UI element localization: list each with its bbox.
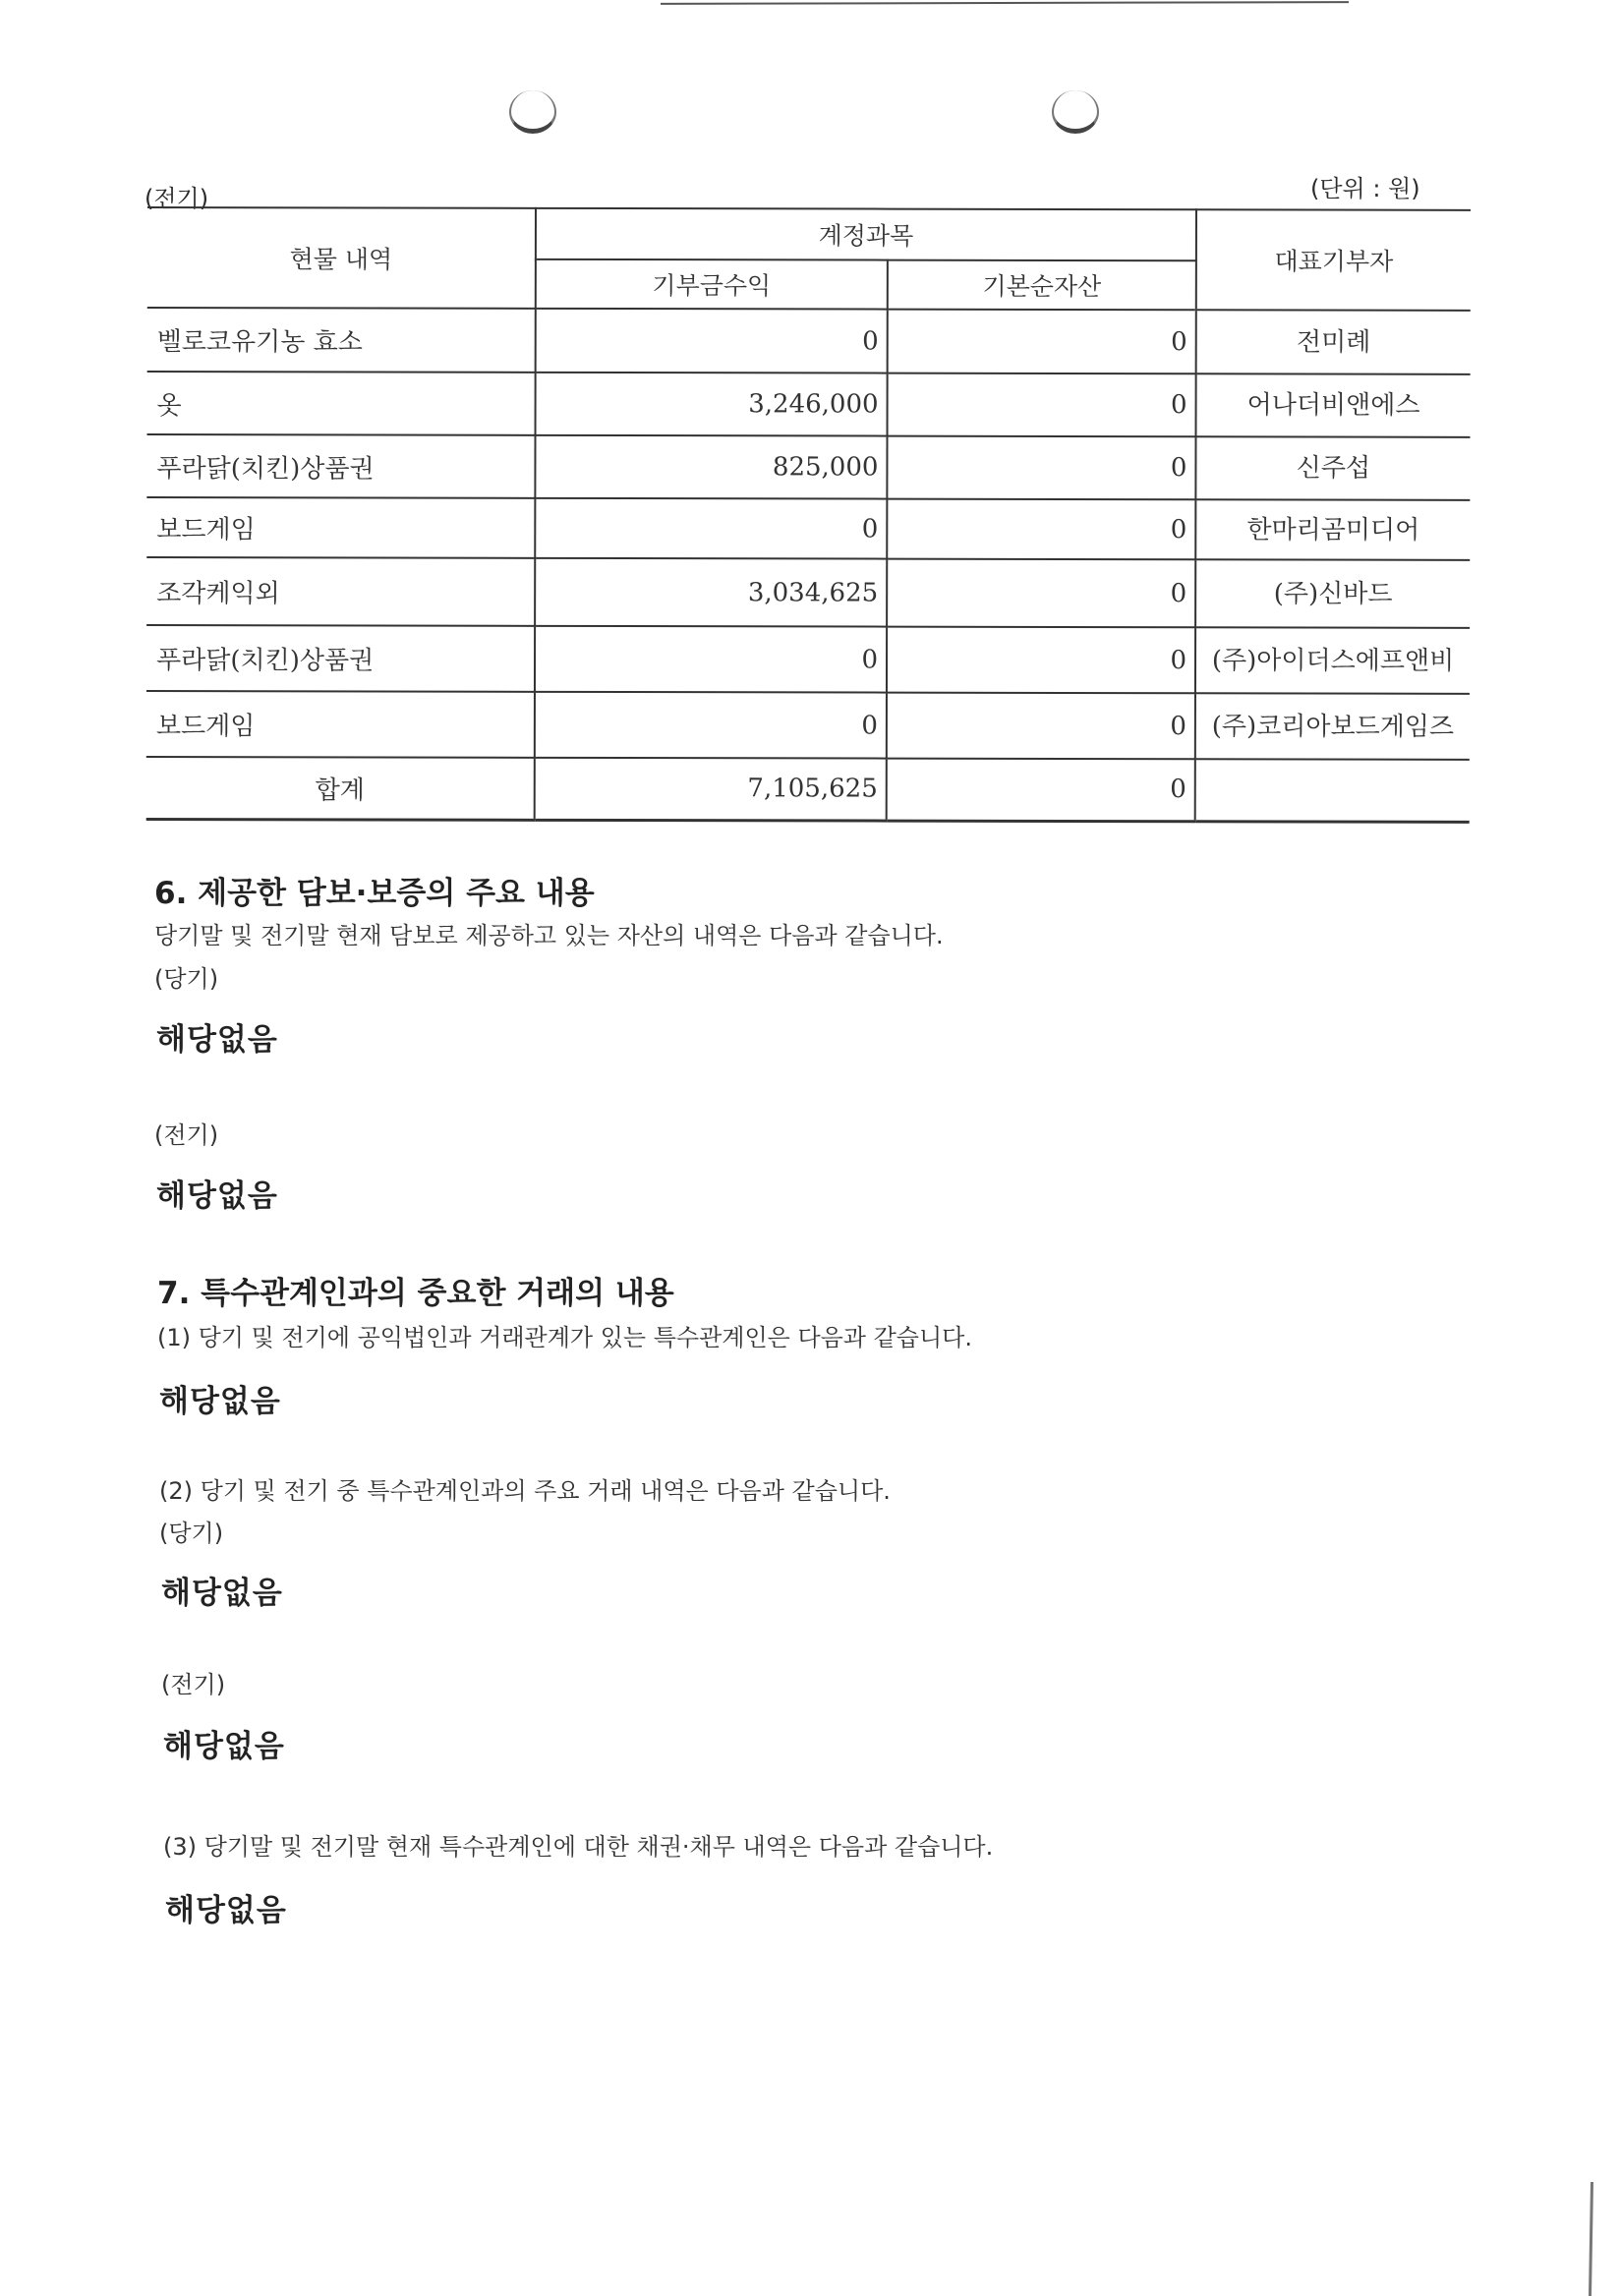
row-item: 보드게임 — [146, 497, 535, 558]
row-net-assets: 0 — [887, 627, 1195, 694]
row-revenue: 3,034,625 — [535, 558, 887, 627]
table-row — [146, 625, 1470, 694]
table-period-label: (전기) — [145, 185, 209, 212]
in-kind-donation-table — [146, 206, 1471, 823]
row-net-assets: 0 — [887, 436, 1195, 500]
row-net-assets: 0 — [888, 373, 1196, 437]
row-revenue: 0 — [535, 498, 887, 559]
section-7-item-2-current-label: (당기) — [159, 1520, 224, 1547]
section-7-title: 7. 특수관계인과의 중요한 거래의 내용 — [157, 1276, 674, 1311]
row-revenue: 825,000 — [535, 435, 887, 499]
total-label: 합계 — [146, 757, 535, 820]
section-7-item-1-value: 해당없음 — [159, 1384, 281, 1419]
row-donor: 전미례 — [1196, 310, 1471, 374]
row-donor: 어나더비앤에스 — [1196, 373, 1471, 437]
table-row — [146, 557, 1470, 628]
section-6-current-value: 해당없음 — [156, 1022, 278, 1058]
punch-hole-right — [1052, 90, 1099, 134]
section-7-item-2: (2) 당기 및 전기 중 특수관계인과의 주요 거래 내역은 다음과 같습니다. — [159, 1477, 891, 1505]
row-donor: (주)아이더스에프앤비 — [1195, 627, 1470, 694]
section-7-item-2-prior-value: 해당없음 — [163, 1729, 285, 1764]
row-item: 벨로코유기농 효소 — [147, 308, 536, 373]
header-revenue: 기부금수익 — [536, 259, 888, 310]
row-revenue: 0 — [535, 692, 887, 759]
total-revenue: 7,105,625 — [535, 758, 887, 821]
table-row — [146, 497, 1470, 560]
header-item: 현물 내역 — [147, 207, 536, 309]
row-donor: 신주섭 — [1195, 436, 1470, 500]
section-6-prior-label: (전기) — [154, 1121, 219, 1149]
table-total-row — [146, 757, 1470, 822]
table-row — [147, 308, 1471, 374]
scan-edge-top — [661, 1, 1349, 5]
table-row — [147, 372, 1471, 437]
row-revenue: 0 — [536, 309, 888, 373]
row-item: 푸라닭(치킨)상품권 — [146, 625, 535, 692]
section-6-description: 당기말 및 전기말 현재 담보로 제공하고 있는 자산의 내역은 다음과 같습니다. — [154, 922, 944, 949]
section-7-item-2-current-value: 해당없음 — [161, 1576, 283, 1611]
row-item: 조각케익외 — [146, 557, 535, 626]
section-7-item-3-value: 해당없음 — [165, 1893, 287, 1928]
table-unit-label: (단위 : 원) — [1310, 175, 1420, 202]
section-7-item-1: (1) 당기 및 전기에 공익법인과 거래관계가 있는 특수관계인은 다음과 같습니다. — [157, 1324, 972, 1351]
row-donor: 한마리곰미디어 — [1195, 499, 1470, 560]
section-7-item-3: (3) 당기말 및 전기말 현재 특수관계인에 대한 채권·채무 내역은 다음과 같습니다. — [163, 1833, 994, 1861]
row-donor: (주)코리아보드게임즈 — [1195, 693, 1470, 760]
section-6-title: 6. 제공한 담보·보증의 주요 내용 — [154, 876, 595, 911]
row-item: 옷 — [147, 372, 536, 435]
section-6-prior-value: 해당없음 — [156, 1178, 278, 1214]
total-net-assets: 0 — [887, 759, 1195, 822]
punch-hole-left — [509, 90, 556, 134]
table-row — [146, 434, 1470, 500]
row-revenue: 3,246,000 — [536, 373, 888, 436]
total-donor — [1195, 759, 1470, 822]
row-revenue: 0 — [535, 626, 887, 693]
row-item: 보드게임 — [146, 691, 535, 758]
row-item: 푸라닭(치킨)상품권 — [146, 434, 535, 498]
row-net-assets: 0 — [887, 559, 1195, 628]
scan-edge-right — [1589, 2182, 1593, 2296]
header-net-assets: 기본순자산 — [888, 260, 1196, 311]
table-row — [146, 691, 1470, 760]
row-net-assets: 0 — [887, 499, 1195, 560]
section-7-item-2-prior-label: (전기) — [161, 1671, 226, 1698]
row-net-assets: 0 — [887, 693, 1195, 760]
section-6-current-label: (당기) — [154, 965, 219, 993]
row-net-assets: 0 — [888, 310, 1196, 374]
row-donor: (주)신바드 — [1195, 559, 1470, 628]
header-donor: 대표기부자 — [1196, 209, 1471, 311]
header-account-group: 계정과목 — [536, 208, 1196, 260]
